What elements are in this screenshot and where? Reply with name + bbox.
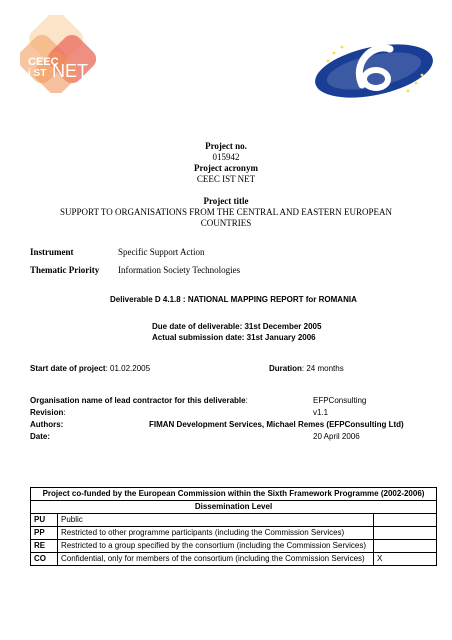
table-row-mark: X [374,553,437,566]
table-row-mark [374,514,437,527]
instrument-value: Specific Support Action [118,247,205,257]
project-no-label: Project no. [205,141,247,151]
table-row-code: RE [31,540,58,553]
logo-text-ceec: CEEC [28,56,59,68]
start-date [30,364,150,373]
project-title-line2: COUNTRIES [200,218,252,228]
duration-label: Duration [269,364,302,373]
logo-text-ist: i ST [28,68,47,79]
table-row-mark [374,540,437,553]
authors-value: FIMAN Development Services, Michael Remes (EFPConsulting Ltd) [149,420,404,429]
date-value: 20 April 2006 [313,432,360,441]
project-acronym-label: Project acronym [194,163,258,173]
revision-label: Revision: [30,408,66,417]
table-row-code: PU [31,514,58,527]
table-row-code: CO [31,553,58,566]
duration-value: : 24 months [301,364,344,373]
logo-text-net: NET [52,61,88,81]
date-label: Date: [30,432,51,441]
thematic-label: Thematic Priority [30,265,100,275]
fp6-logo [312,33,436,105]
thematic-value: Information Society Technologies [118,265,241,275]
instrument-label: Instrument [30,247,74,257]
project-title-label: Project title [203,196,249,206]
deliverable-due-date: Due date of deliverable: 31st December 2005 [152,322,322,331]
table-row [31,527,437,540]
project-title-line1: SUPPORT TO ORGANISATIONS FROM THE CENTRAL AND EASTERN EUROPEAN [60,207,392,217]
table-row [31,514,437,527]
table-level-row [31,501,437,514]
table-row-text: Confidential, only for members of the consortium (including the Commission Services) [58,553,374,566]
deliverable-submission-date: Actual submission date: 31st January 2006 [152,333,316,342]
table-row-text: Public [58,514,374,527]
table-dissemination-level-header: Dissemination Level [31,501,437,514]
table-row-code: PP [31,527,58,540]
table-row-text: Restricted to other programme participants (including the Commission Services) [58,527,374,540]
org-value: EFPConsulting [313,396,367,405]
dissemination-table [30,487,437,566]
table-row-text: Restricted to a group specified by the consortium (including the Commission Services) [58,540,374,553]
table-header-row [31,488,437,501]
revision-value: v1.1 [313,408,329,417]
table-cofunded-header: Project co-funded by the European Commission within the Sixth Framework Programme (2002-2006) [31,488,437,501]
table-row [31,553,437,566]
ceec-ist-net-logo [20,15,98,93]
project-acronym-value: CEEC IST NET [196,174,256,184]
project-no-value: 015942 [212,152,240,162]
deliverable-title: Deliverable D 4.1.8 : NATIONAL MAPPING REPORT for ROMANIA [110,295,357,304]
start-date-value: : 01.02.2005 [105,364,151,373]
table-row [31,540,437,553]
authors-label: Authors: [30,420,64,429]
org-label: Organisation name of lead contractor for this deliverable: [30,396,248,405]
duration [269,364,344,373]
start-date-label: Start date of project [30,364,106,373]
table-row-mark [374,527,437,540]
